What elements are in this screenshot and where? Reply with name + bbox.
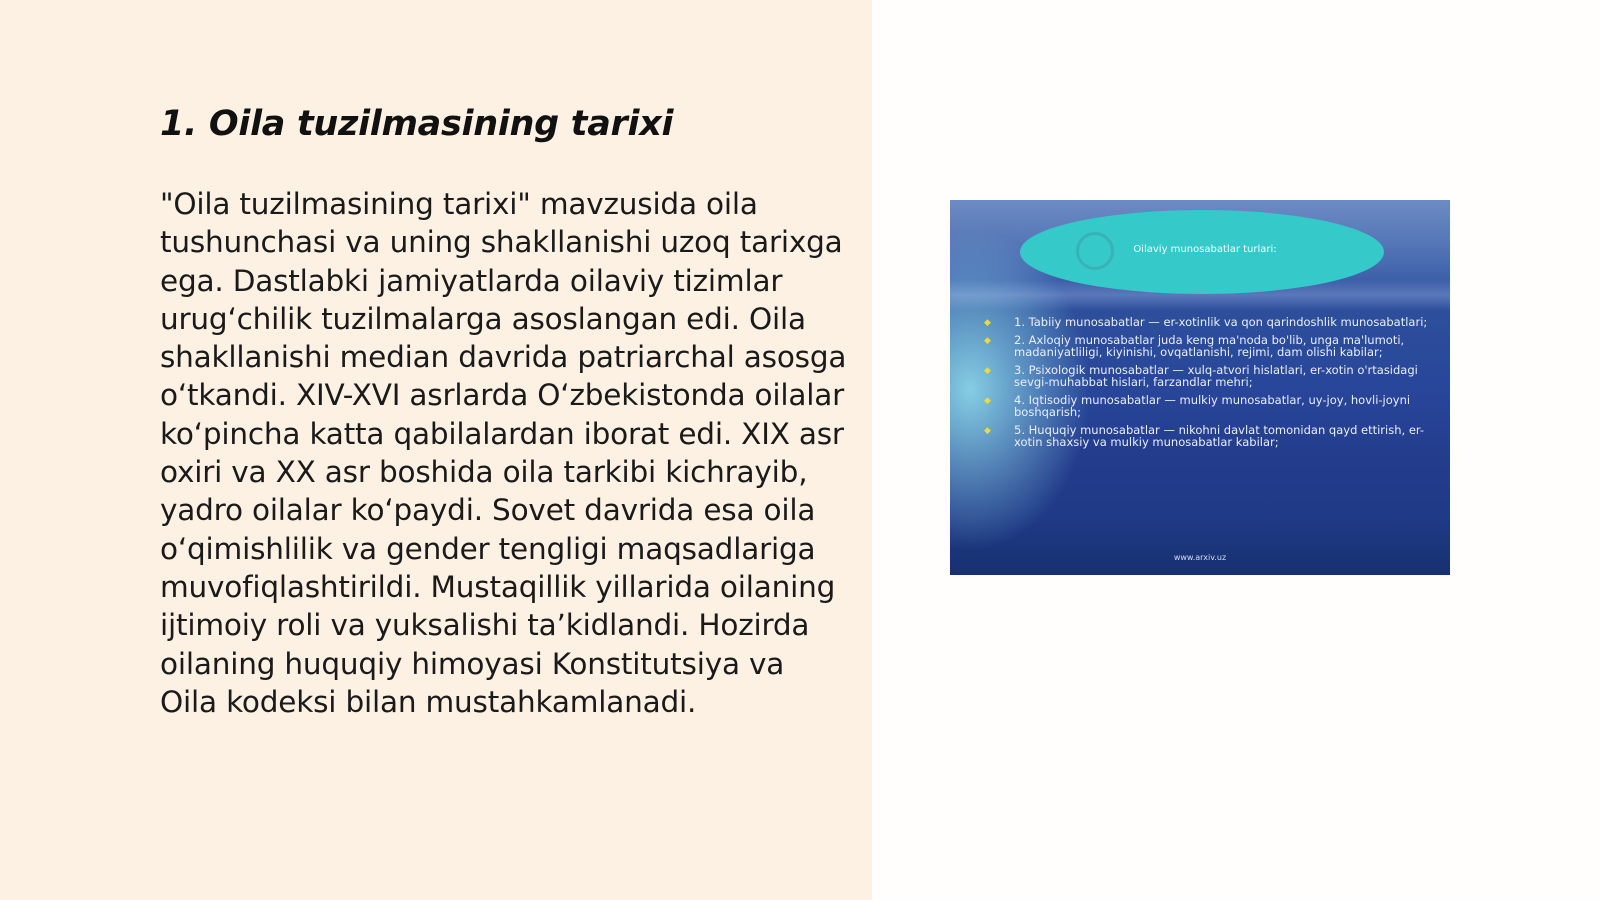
- image-list-item: ◆ 2. Axloqiy munosabatlar juda keng ma'noda bo'lib, unga ma'lumoti, madaniyatliligi, kiyinishi, ovqatlanishi, rejimi, dam olishi kabilar;: [984, 332, 1405, 359]
- slide-title: 1. Oila tuzilmasining tarixi: [160, 104, 674, 144]
- image-list-item: ◆ 1. Tabiiy munosabatlar — er-xotinlik va qon qarindoshlik munosabatlari;: [984, 315, 1428, 329]
- image-heading: Oilaviy munosabatlar turlari:: [1133, 244, 1277, 255]
- bullet-icon: ◆: [984, 365, 991, 376]
- slide-body-text: "Oila tuzilmasining tarixi" mavzusida oila tushunchasi va uning shakllanishi uzoq tarixga ega. Dastlabki jamiyatlarda oilaviy tizimlar urug‘chilik tuzilmalarga asoslangan edi. Oila shakllanishi median davrida patriarchal asosga o‘tkandi. XIV-XVI asrlarda O‘zbekistonda oilalar ko‘pincha katta qabilalardan iborat edi. XIX asr oxiri va XX asr boshida oila tarkibi kichrayib, yadro oilalar ko‘paydi. Sovet davrida esa oila o‘qimishlilik va gender tengligi maqsadlariga muvofiqlashtirildi. Mustaqillik yillarida oilaning ijtimoiy roli va yuksalishi ta’kidlandi. Hozirda oilaning huquqiy himoyasi Konstitutsiya va Oila kodeksi bilan mustahkamlanadi.: [160, 187, 847, 719]
- image-list-item: ◆ 4. Iqtisodiy munosabatlar — mulkiy munosabatlar, uy-joy, hovli-joyni boshqarish;: [984, 392, 1411, 419]
- image-footer: www.arxiv.uz: [1173, 553, 1227, 562]
- bullet-icon: ◆: [984, 425, 991, 436]
- image-list: [970, 316, 1430, 454]
- bullet-icon: ◆: [984, 318, 991, 328]
- bullet-icon: ◆: [984, 335, 991, 346]
- image-list-item: ◆ 5. Huquqiy munosabatlar — nikohni davlat tomonidan qayd ettirish, er-xotin shaxsiy va mulkiy munosabatlar kabilar;: [984, 422, 1425, 449]
- bullet-icon: ◆: [984, 395, 991, 406]
- slide-image: [950, 200, 1450, 575]
- image-list-item: ◆ 3. Psixologik munosabatlar — xulq-atvori hislatlari, er-xotin o'rtasidagi sevgi-muhabbat hislari, farzandlar mehri;: [984, 362, 1418, 389]
